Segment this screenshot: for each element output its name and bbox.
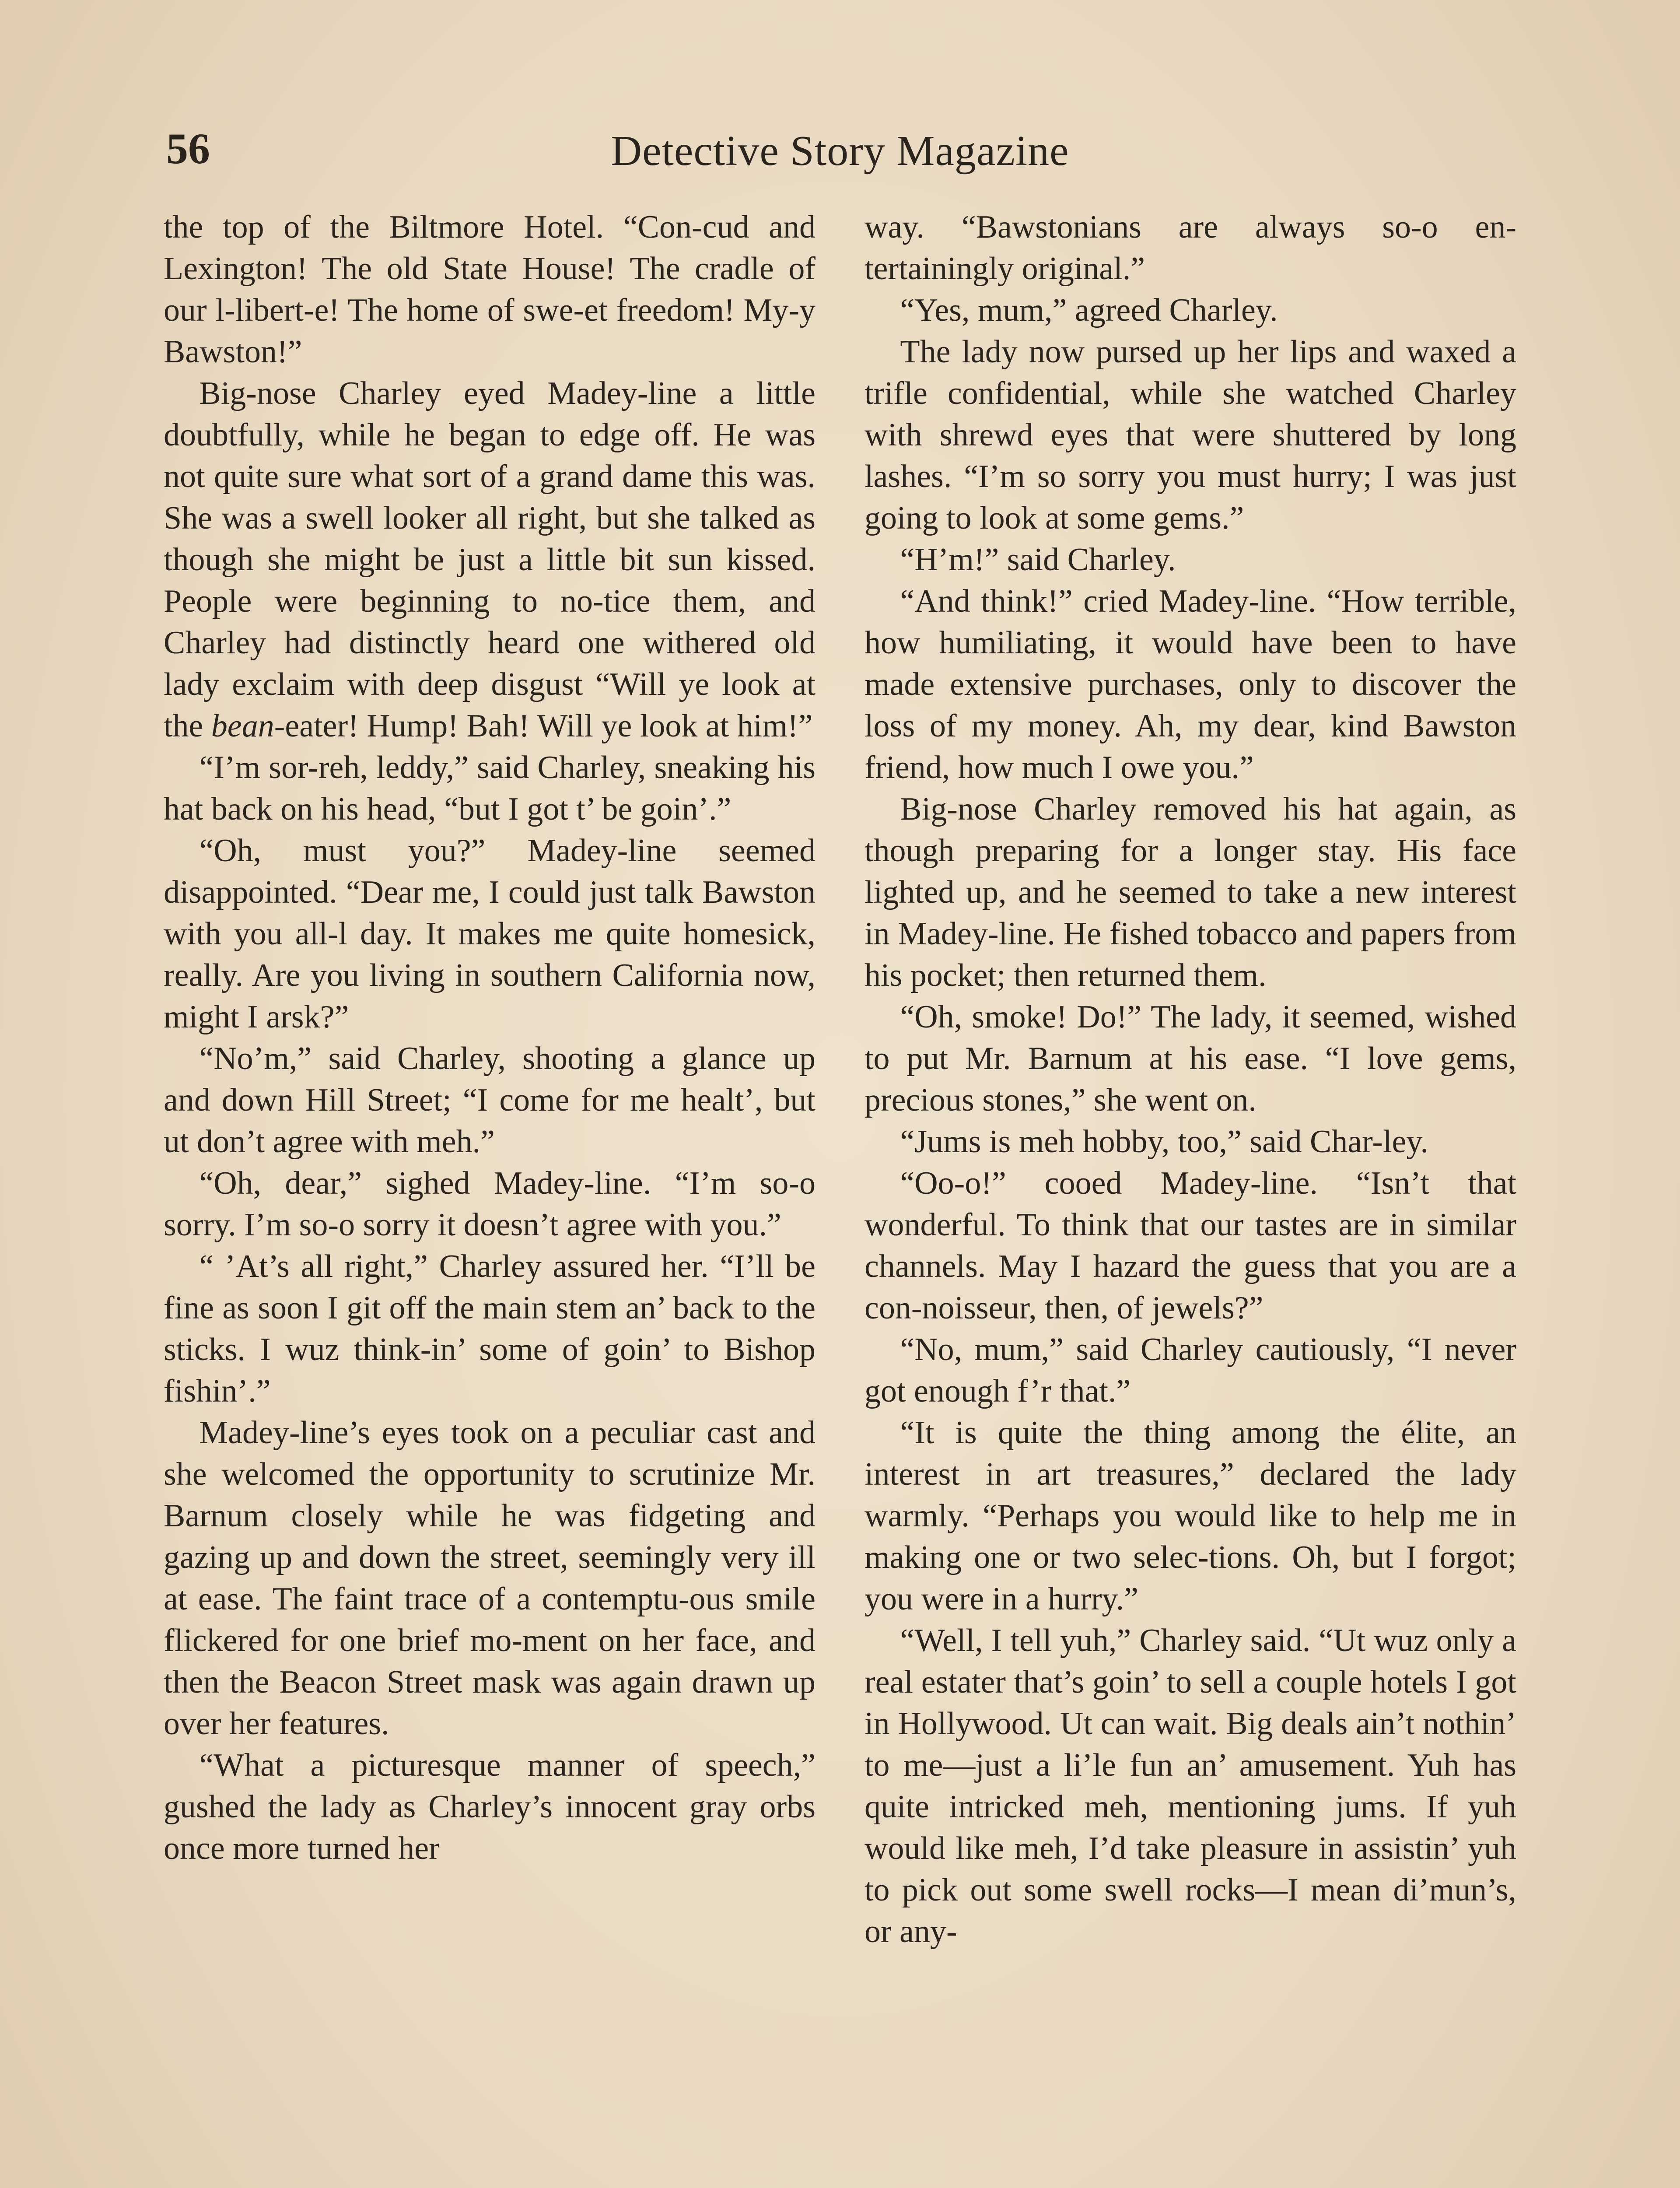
- paragraph-text: Big-nose Charley eyed Madey-line a little doubtfully, while he began to edge off. He was not quite sure what sort of a grand dame this was. She was a swell looker all right, but she talked as though she might be just a little bit sun kissed. People were beginning to no-tice them, and Charley had distinctly heard one withered old lady exclaim with deep disgust “Will ye look at the: [164, 375, 816, 744]
- italic-word: bean: [211, 708, 274, 744]
- paragraph: “No, mum,” said Charley cautiously, “I never got enough f’r that.”: [864, 1332, 1516, 1409]
- paragraph: Madey-line’s eyes took on a peculiar cast and she welcomed the opportunity to scrutinize Mr. Barnum closely while he was fidgeting and gazing up and down the street, seemingly very ill at ease. The faint trace of a contemptu-ous smile flickered for one brief mo-ment on her face, and then the Beacon Street mask was again drawn up over her features.: [164, 1415, 816, 1742]
- left-column: [164, 207, 816, 2188]
- paragraph: “It is quite the thing among the élite, an interest in art treasures,” declared the lady warmly. “Perhaps you would like to help me in making one or two selec-tions. Oh, but I forgot; you were in a hurry.”: [864, 1415, 1516, 1617]
- right-column: [864, 207, 1516, 2188]
- page-number: 56: [166, 124, 210, 173]
- paragraph: “Oh, dear,” sighed Madey-line. “I’m so-o sorry. I’m so-o sorry it doesn’t agree with you.”: [164, 1165, 816, 1243]
- paragraph: “H’m!” said Charley.: [900, 542, 1176, 578]
- paragraph: [164, 373, 816, 747]
- paragraph: way. “Bawstonians are always so-o en-tertainingly original.”: [864, 209, 1516, 287]
- paragraph: The lady now pursed up her lips and waxed a trifle confidential, while she watched Charley with shrewd eyes that were shuttered by long lashes. “I’m so sorry you must hurry; I was just going to look at some gems.”: [864, 334, 1516, 536]
- paragraph: “Well, I tell yuh,” Charley said. “Ut wuz only a real estater that’s goin’ to sell a couple hotels I got in Hollywood. Ut can wait. Big deals ain’t nothin’ to me—just a li’le fun an’ amusement. Yuh has quite intricked meh, mentioning jums. If yuh would like meh, I’d take pleasure in assistin’ yuh to pick out some swell rocks—I mean di’mun’s, or any-: [864, 1623, 1516, 1950]
- paragraph: “Oo-o!” cooed Madey-line. “Isn’t that wonderful. To think that our tastes are in similar channels. May I hazard the guess that you are a con-noisseur, then, of jewels?”: [864, 1165, 1516, 1326]
- running-title: Detective Story Magazine: [611, 127, 1069, 175]
- paragraph-text: -eater! Hump! Bah! Will ye look at him!”: [274, 708, 813, 744]
- paragraph: “Oh, smoke! Do!” The lady, it seemed, wished to put Mr. Barnum at his ease. “I love gems, precious stones,” she went on.: [864, 999, 1516, 1118]
- page-header: [163, 123, 1517, 193]
- paragraph: Big-nose Charley removed his hat again, as though preparing for a longer stay. His face lighted up, and he seemed to take a new interest in Madey-line. He fished tobacco and papers from his pocket; then returned them.: [864, 791, 1516, 993]
- paragraph: “What a picturesque manner of speech,” gushed the lady as Charley’s innocent gray orbs once more turned her: [164, 1747, 816, 1866]
- paragraph: the top of the Biltmore Hotel. “Con-cud and Lexington! The old State House! The cradle of our l-libert-e! The home of swe-et freedom! My-y Bawston!”: [164, 209, 816, 370]
- paragraph: “Oh, must you?” Madey-line seemed disappointed. “Dear me, I could just talk Bawston with you all-l day. It makes me quite homesick, really. Are you living in southern California now, might I arsk?”: [164, 833, 816, 1035]
- paragraph: “I’m sor-reh, leddy,” said Charley, sneaking his hat back on his head, “but I got t’ be goin’.”: [164, 750, 816, 827]
- paragraph: “Yes, mum,” agreed Charley.: [900, 292, 1278, 328]
- paragraph: “And think!” cried Madey-line. “How terrible, how humiliating, it would have been to have made extensive purchases, only to discover the loss of my money. Ah, my dear, kind Bawston friend, how much I owe you.”: [864, 583, 1516, 785]
- paragraph: “ ’At’s all right,” Charley assured her. “I’ll be fine as soon I git off the main stem an’ back to the sticks. I wuz think-in’ some of goin’ to Bishop fishin’.”: [164, 1248, 816, 1409]
- paragraph: “No’m,” said Charley, shooting a glance up and down Hill Street; “I come for me healt’, but ut don’t agree with meh.”: [164, 1041, 816, 1160]
- paragraph: “Jums is meh hobby, too,” said Char-ley.: [900, 1124, 1429, 1160]
